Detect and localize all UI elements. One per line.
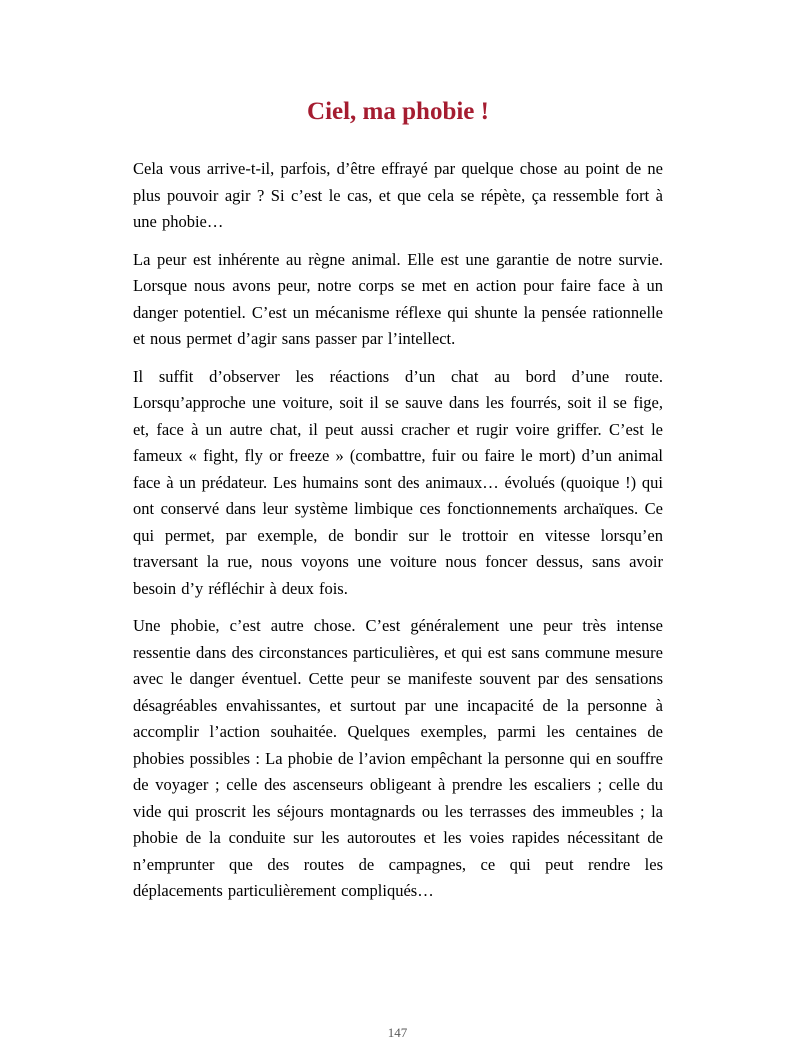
body-paragraph: Une phobie, c’est autre chose. C’est généralement une peur très intense ressentie dans des circonstances particulières, et qui est sans commune mesure avec le danger éventuel. Cette peur se manifeste souvent par des sensations désagréables envahissantes, et surtout par une incapacité de la personne à accomplir l’action souhaitée. Quelques exemples, parmi les centaines de phobies possibles : La phobie de l’avion empêchant la personne qui en souffre de voyager ; celle des ascenseurs obligeant à prendre les escaliers ; celle du vide qui proscrit les séjours montagnards ou les terrasses des immeubles ; la phobie de la conduite sur les autoroutes et les voies rapides nécessitant de n’emprunter que des routes de campagnes, ce qui peut rendre les déplacements particulièrement compliqués…	[133, 616, 663, 900]
body-paragraph: La peur est inhérente au règne animal. Elle est une garantie de notre survie. Lorsque nous avons peur, notre corps se met en action pour faire face à un danger potentiel. C’est un mécanisme réflexe qui shunte la pensée rationnelle et nous permet d’agir sans passer par l’intellect.	[133, 249, 663, 348]
page-title: Ciel, ma phobie !	[307, 98, 489, 125]
page-number: 147	[387, 1025, 408, 1040]
body-paragraph: Il suffit d’observer les réactions d’un chat au bord d’une route. Lorsqu’approche une voiture, soit il se sauve dans les fourrés, soit il se fige, et, face à un autre chat, il peut aussi cracher et rugir voire griffer. C’est le fameux « fight, fly or freeze » (combattre, fuir ou faire le mort) d’un animal face à un prédateur. Les humains sont des animaux… évolués (quoique !) qui ont conservé dans leur système limbique ces fonctionnements archaïques. Ce qui permet, par exemple, de bondir sur le trottoir en vitesse lorsqu’en traversant la rue, nous voyons une voiture nous foncer dessus, sans avoir besoin d’y réfléchir à deux fois.	[133, 366, 663, 598]
body-text	[133, 156, 663, 905]
body-paragraph: Cela vous arrive-t-il, parfois, d’être effrayé par quelque chose au point de ne plus pouvoir agir ? Si c’est le cas, et que cela se répète, ça ressemble fort à une phobie…	[133, 159, 663, 231]
